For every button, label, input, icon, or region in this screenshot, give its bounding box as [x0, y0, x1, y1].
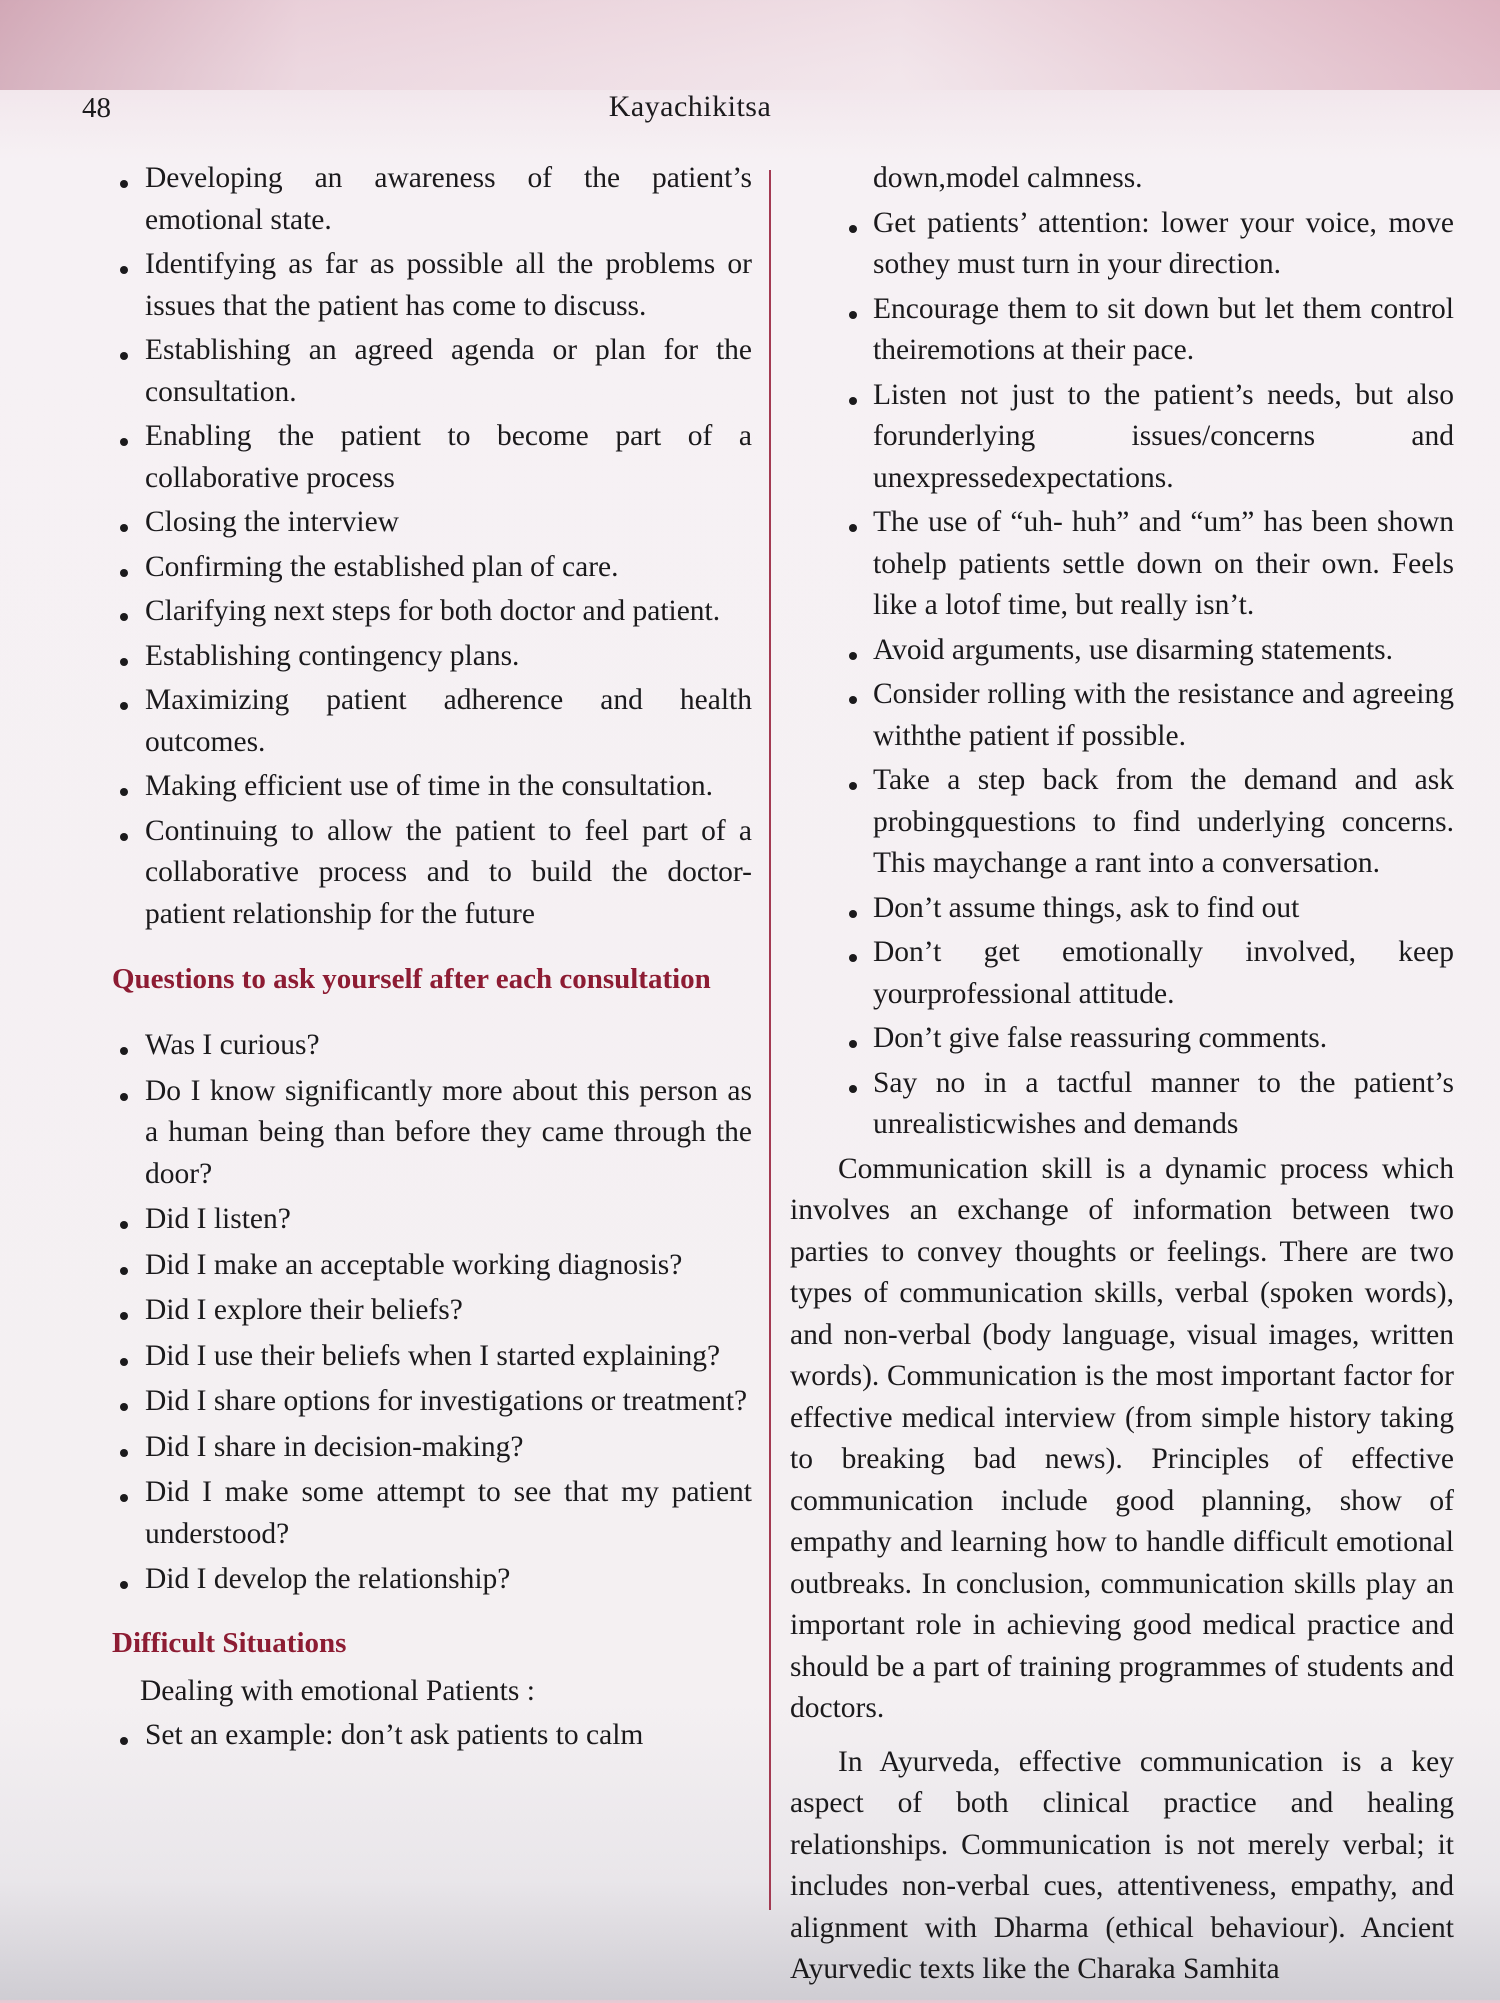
column-divider: [769, 170, 771, 1910]
list-item: Establishing contingency plans.: [112, 636, 752, 678]
list-item: Developing an awareness of the patient’s emotional state.: [112, 158, 752, 241]
list-item: Establishing an agreed agenda or plan for the consultation.: [112, 330, 752, 413]
running-header: [0, 90, 1500, 124]
list-item: Do I know significantly more about this person as a human being than before they came through the door?: [112, 1071, 752, 1196]
list-item: Did I share options for investigations or treatment?: [112, 1381, 752, 1423]
heading-questions: Questions to ask yourself after each consultation: [112, 963, 711, 995]
subheading-emotional-patients: Dealing with emotional Patients :: [140, 1674, 535, 1707]
list-item: Consider rolling with the resistance and agreeing withthe patient if possible.: [853, 674, 1454, 757]
list-item: Set an example: don’t ask patients to calm: [112, 1715, 752, 1757]
running-title: Kayachikitsa: [608, 90, 772, 123]
consultation-goals-list: [112, 158, 752, 935]
list-item: Making efficient use of time in the consultation.: [112, 766, 752, 808]
right-column: [790, 158, 1454, 2003]
list-item: The use of “uh- huh” and “um” has been shown tohelp patients settle down on their own. Feels like a lotof time, but really isn’t.: [853, 502, 1454, 627]
left-column: [112, 158, 752, 1760]
list-item: Don’t assume things, ask to find out: [853, 888, 1454, 930]
list-item: Maximizing patient adherence and health outcomes.: [112, 680, 752, 763]
list-item: Don’t give false reassuring comments.: [853, 1018, 1454, 1060]
list-item: Identifying as far as possible all the problems or issues that the patient has come to discuss.: [112, 244, 752, 327]
questions-list: [112, 1025, 752, 1601]
list-item: Don’t get emotionally involved, keep yourprofessional attitude.: [853, 932, 1454, 1015]
list-item: Clarifying next steps for both doctor and patient.: [112, 591, 752, 633]
heading-difficult-situations: Difficult Situations: [112, 1626, 347, 1659]
list-item: Did I share in decision-making?: [112, 1427, 752, 1469]
paragraph: Communication skill is a dynamic process which involves an exchange of information between two parties to convey thoughts or feelings. There are two types of communication skills, verbal (spoken words), and non-verbal (body language, visual images, written words). Communication is the most important factor for effective medical interview (from simple history taking to breaking bad news). Principles of effective communication include good planning, show of empathy and learning how to handle difficult emotional outbreaks. In conclusion, communication skills play an important role in achieving good medical practice and should be a part of training programmes of students and doctors.: [790, 1152, 1454, 1724]
list-item: Confirming the established plan of care.: [112, 547, 752, 589]
emotional-patients-list-continued: [790, 203, 1454, 1146]
list-item: Listen not just to the patient’s needs, but also forunderlying issues/concerns and unexpressedexpectations.: [853, 375, 1454, 500]
list-item: Did I explore their beliefs?: [112, 1290, 752, 1332]
paragraph: In Ayurveda, effective communication is a key aspect of both clinical practice and healing relationships. Communication is not merely verbal; it includes non-verbal cues, attentiveness, empathy, and alignment with Dharma (ethical behaviour). Ancient Ayurvedic texts like the Charaka Samhita: [790, 1745, 1454, 1985]
continued-bullet-text: down,model calmness.: [873, 162, 1143, 194]
list-item: Did I make an acceptable working diagnosis?: [112, 1245, 752, 1287]
list-item: Say no in a tactful manner to the patient’s unrealisticwishes and demands: [853, 1063, 1454, 1146]
list-item: Take a step back from the demand and ask probingquestions to find underlying concerns. This maychange a rant into a conversation.: [853, 760, 1454, 885]
list-item: Avoid arguments, use disarming statements.: [853, 630, 1454, 672]
list-item: Get patients’ attention: lower your voice, move sothey must turn in your direction.: [853, 203, 1454, 286]
list-item: Did I make some attempt to see that my patient understood?: [112, 1472, 752, 1555]
list-item: Did I develop the relationship?: [112, 1559, 752, 1601]
list-item: Was I curious?: [112, 1025, 752, 1067]
list-item: Did I listen?: [112, 1199, 752, 1241]
list-item: Closing the interview: [112, 502, 752, 544]
list-item: Encourage them to sit down but let them control theiremotions at their pace.: [853, 289, 1454, 372]
emotional-patients-list: [112, 1715, 752, 1757]
list-item: Did I use their beliefs when I started explaining?: [112, 1336, 752, 1378]
list-item: Continuing to allow the patient to feel part of a collaborative process and to build the doctor-patient relationship for the future: [112, 811, 752, 936]
page-top-tint: [0, 0, 1500, 90]
page-number: 48: [82, 92, 111, 124]
list-item: Enabling the patient to become part of a collaborative process: [112, 416, 752, 499]
